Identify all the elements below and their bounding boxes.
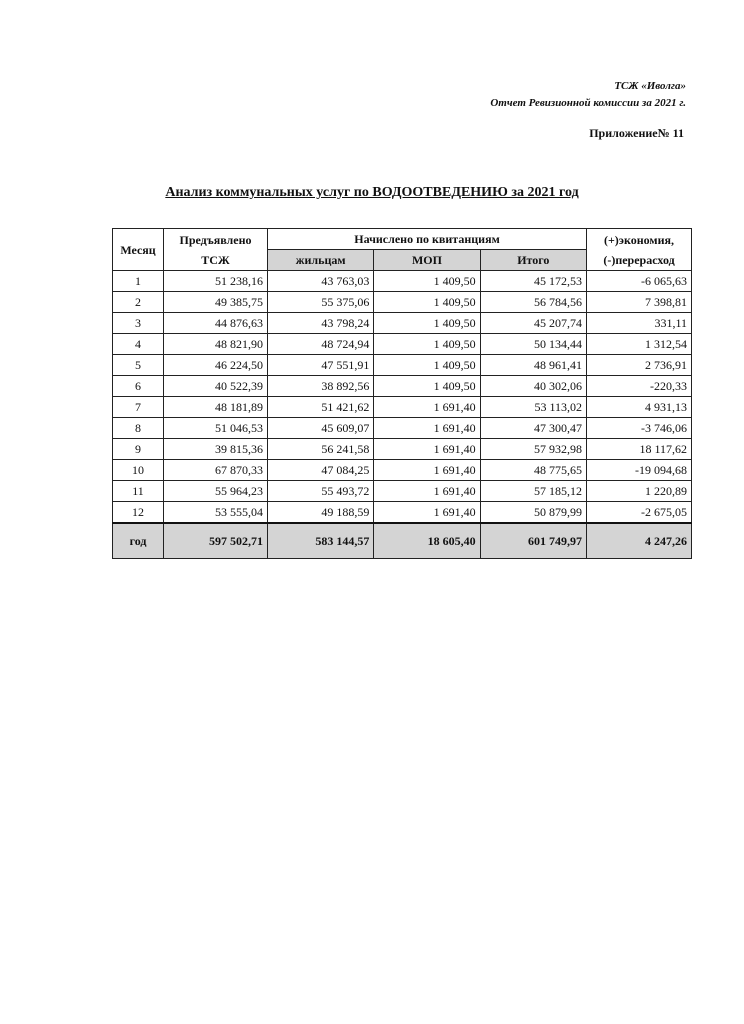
cell-presented: 48 821,90: [164, 334, 268, 355]
cell-month: 2: [113, 292, 164, 313]
cell-presented: 67 870,33: [164, 460, 268, 481]
cell-mop: 1 691,40: [374, 418, 480, 439]
table-row: [113, 460, 692, 481]
cell-presented: 40 522,39: [164, 376, 268, 397]
cell-mop: 1 409,50: [374, 355, 480, 376]
cell-month: 7: [113, 397, 164, 418]
table-row: [113, 502, 692, 524]
header-economy-overspend: [587, 229, 692, 271]
cell-economy: 1 312,54: [587, 334, 692, 355]
cell-month: 4: [113, 334, 164, 355]
cell-total-presented: 597 502,71: [164, 523, 268, 559]
cell-total: 47 300,47: [480, 418, 586, 439]
cell-presented: 53 555,04: [164, 502, 268, 524]
cell-month: 11: [113, 481, 164, 502]
table-body: [113, 271, 692, 524]
report-name: Отчет Ревизионной комиссии за 2021 г.: [490, 97, 686, 109]
cell-residents: 45 609,07: [268, 418, 374, 439]
cell-presented: 44 876,63: [164, 313, 268, 334]
cell-presented: 39 815,36: [164, 439, 268, 460]
table-row: [113, 334, 692, 355]
cell-residents: 56 241,58: [268, 439, 374, 460]
table-row: [113, 271, 692, 292]
cell-presented: 51 238,16: [164, 271, 268, 292]
cell-economy: 331,11: [587, 313, 692, 334]
cell-mop: 1 409,50: [374, 334, 480, 355]
cell-economy: 7 398,81: [587, 292, 692, 313]
cell-presented: 49 385,75: [164, 292, 268, 313]
table-row: [113, 481, 692, 502]
document-title-text: Анализ коммунальных услуг по ВОДООТВЕДЕНИЮ за 2021 год: [165, 185, 579, 200]
table-row: [113, 376, 692, 397]
header-economy-line2: (-)перерасход: [603, 252, 675, 267]
document-title: [0, 185, 744, 201]
header-economy-line1: (+)экономия,: [603, 232, 675, 247]
header-total: Итого: [480, 250, 586, 271]
header-month: Месяц: [113, 229, 164, 271]
cell-mop: 1 691,40: [374, 502, 480, 524]
cell-month: 3: [113, 313, 164, 334]
cell-economy: -19 094,68: [587, 460, 692, 481]
cell-presented: 55 964,23: [164, 481, 268, 502]
header-mop: МОП: [374, 250, 480, 271]
cell-month: 12: [113, 502, 164, 524]
cell-economy: 18 117,62: [587, 439, 692, 460]
cell-residents: 47 084,25: [268, 460, 374, 481]
cell-economy: 1 220,89: [587, 481, 692, 502]
cell-presented: 51 046,53: [164, 418, 268, 439]
cell-residents: 47 551,91: [268, 355, 374, 376]
cell-total: 50 134,44: [480, 334, 586, 355]
cell-presented: 46 224,50: [164, 355, 268, 376]
sewerage-analysis-table: [112, 228, 692, 559]
cell-total-label: год: [113, 523, 164, 559]
cell-total: 45 207,74: [480, 313, 586, 334]
table-row: [113, 418, 692, 439]
cell-economy: -3 746,06: [587, 418, 692, 439]
cell-mop: 1 409,50: [374, 292, 480, 313]
header-residents: жильцам: [268, 250, 374, 271]
cell-residents: 51 421,62: [268, 397, 374, 418]
cell-month: 9: [113, 439, 164, 460]
header-charged-by-receipts: Начислено по квитанциям: [268, 229, 587, 250]
cell-economy: 2 736,91: [587, 355, 692, 376]
cell-total: 48 775,65: [480, 460, 586, 481]
table-row: [113, 397, 692, 418]
cell-total: 57 932,98: [480, 439, 586, 460]
table-row: [113, 439, 692, 460]
cell-total: 50 879,99: [480, 502, 586, 524]
cell-economy: 4 931,13: [587, 397, 692, 418]
cell-total-mop: 18 605,40: [374, 523, 480, 559]
cell-residents: 43 763,03: [268, 271, 374, 292]
cell-mop: 1 691,40: [374, 397, 480, 418]
cell-residents: 49 188,59: [268, 502, 374, 524]
organization-name: ТСЖ «Иволга»: [614, 80, 686, 92]
cell-total: 56 784,56: [480, 292, 586, 313]
cell-mop: 1 409,50: [374, 271, 480, 292]
cell-total: 53 113,02: [480, 397, 586, 418]
appendix-number: Приложение№ 11: [589, 126, 684, 140]
cell-economy: -2 675,05: [587, 502, 692, 524]
cell-total: 40 302,06: [480, 376, 586, 397]
cell-month: 1: [113, 271, 164, 292]
header-presented: Предъявлено ТСЖ: [164, 229, 268, 271]
cell-residents: 48 724,94: [268, 334, 374, 355]
cell-residents: 43 798,24: [268, 313, 374, 334]
cell-total-residents: 583 144,57: [268, 523, 374, 559]
cell-mop: 1 691,40: [374, 481, 480, 502]
cell-mop: 1 691,40: [374, 439, 480, 460]
cell-month: 5: [113, 355, 164, 376]
cell-month: 6: [113, 376, 164, 397]
table-row: [113, 313, 692, 334]
cell-presented: 48 181,89: [164, 397, 268, 418]
cell-total-sum: 601 749,97: [480, 523, 586, 559]
cell-mop: 1 409,50: [374, 313, 480, 334]
cell-economy: -220,33: [587, 376, 692, 397]
cell-mop: 1 691,40: [374, 460, 480, 481]
table-row: [113, 292, 692, 313]
cell-residents: 38 892,56: [268, 376, 374, 397]
table-row-year-total: [113, 523, 692, 559]
cell-total: 48 961,41: [480, 355, 586, 376]
cell-month: 10: [113, 460, 164, 481]
cell-month: 8: [113, 418, 164, 439]
cell-total: 57 185,12: [480, 481, 586, 502]
table-row: [113, 355, 692, 376]
cell-economy: -6 065,63: [587, 271, 692, 292]
cell-residents: 55 493,72: [268, 481, 374, 502]
cell-total-economy: 4 247,26: [587, 523, 692, 559]
cell-mop: 1 409,50: [374, 376, 480, 397]
cell-total: 45 172,53: [480, 271, 586, 292]
cell-residents: 55 375,06: [268, 292, 374, 313]
